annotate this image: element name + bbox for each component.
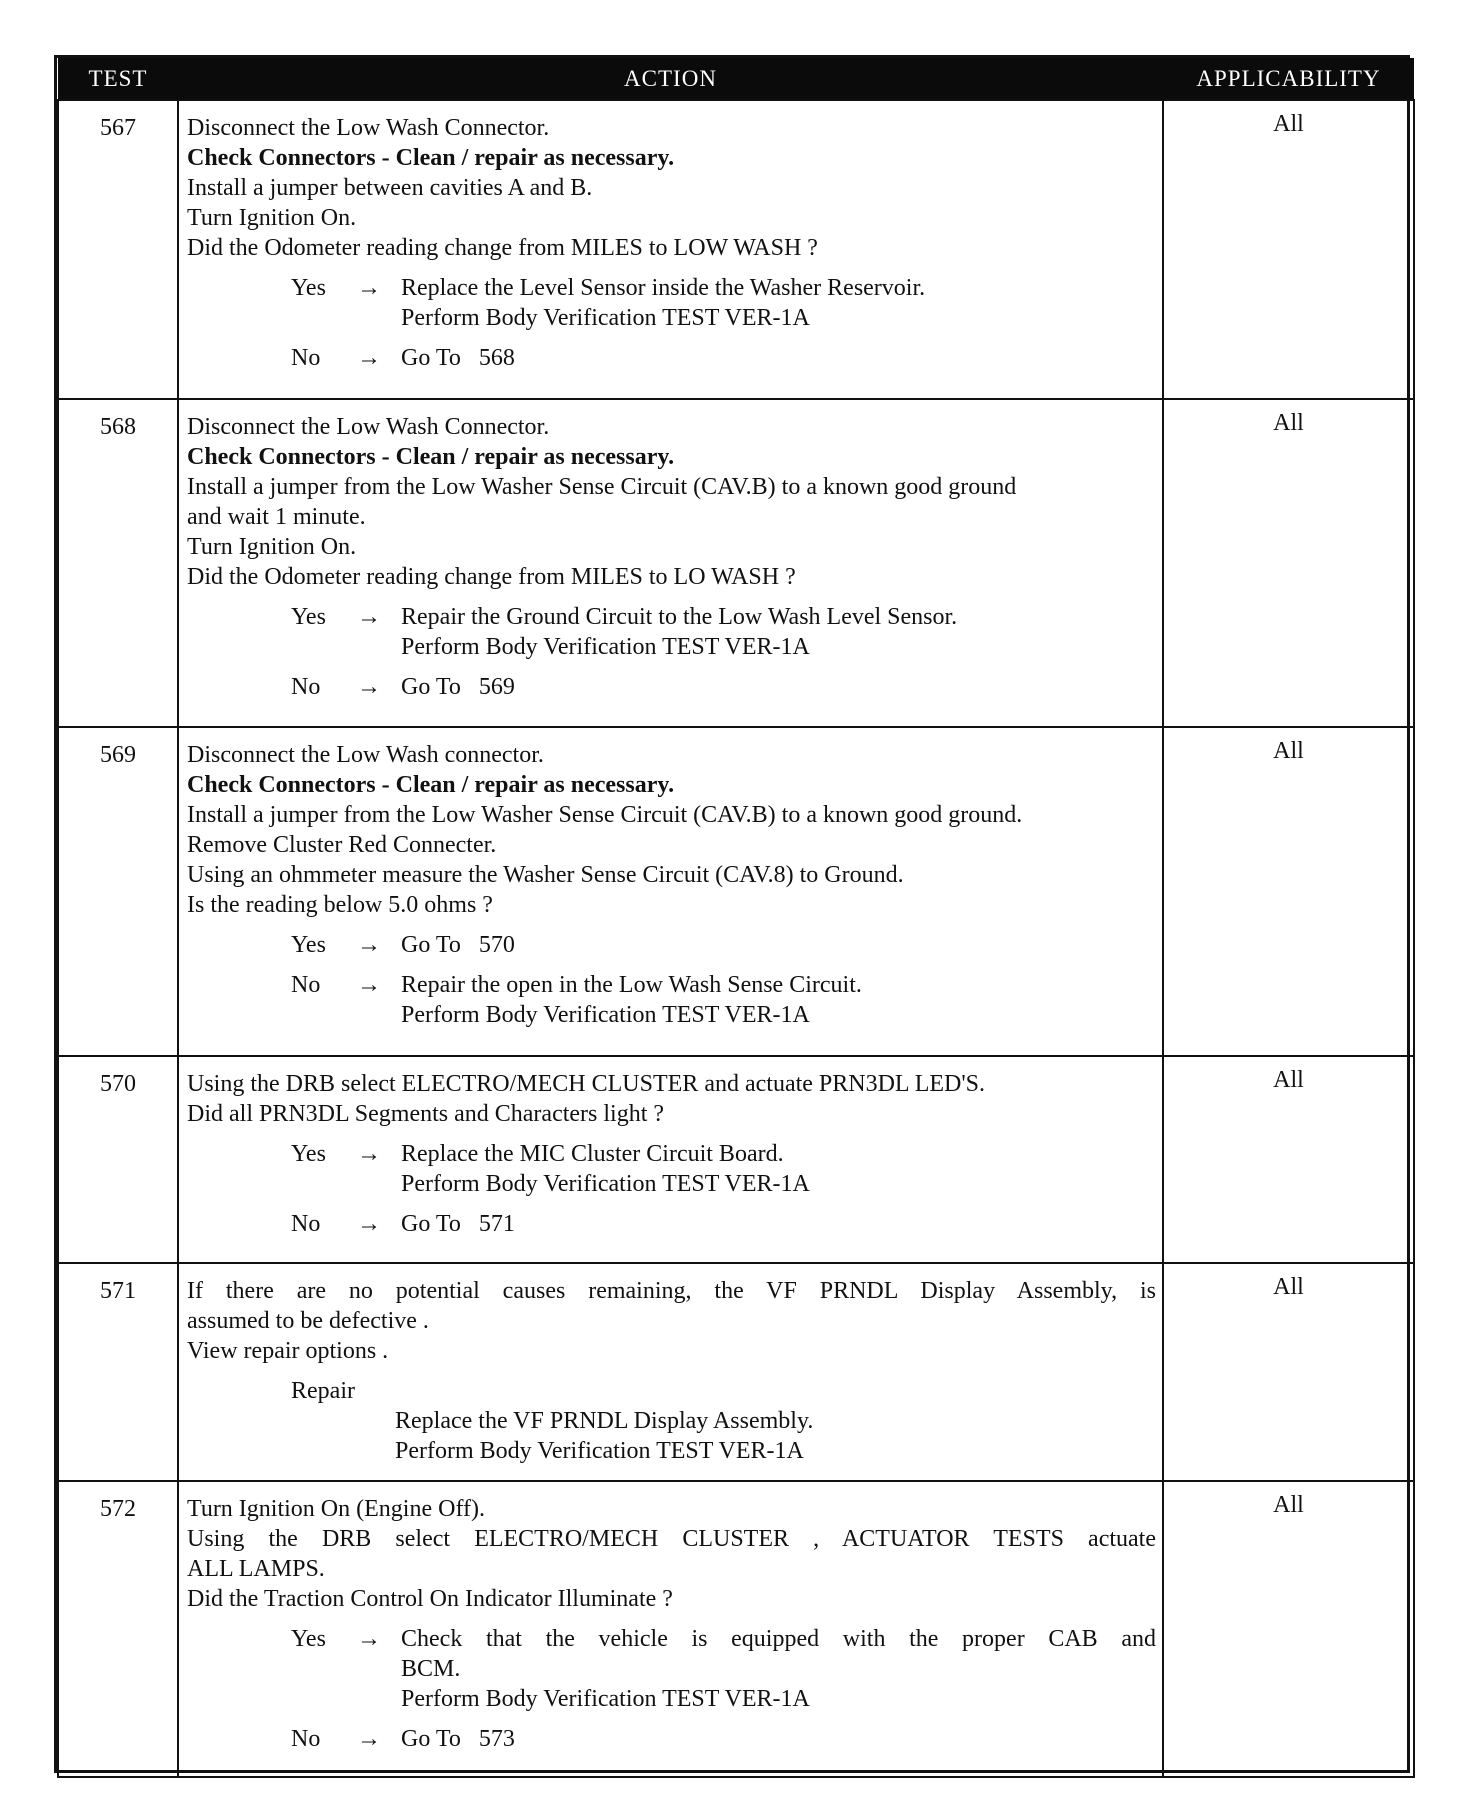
table-row xyxy=(58,1263,1414,1481)
no-branch xyxy=(291,343,1156,373)
table-row xyxy=(58,1481,1414,1777)
table-row xyxy=(58,1056,1414,1263)
test-number: 570 xyxy=(58,1056,178,1263)
action-line: Is the reading below 5.0 ohms ? xyxy=(187,892,493,918)
yes-result-line: Perform Body Verification TEST VER-1A xyxy=(401,1686,810,1712)
action-line: Remove Cluster Red Connecter. xyxy=(187,832,497,858)
test-number: 571 xyxy=(58,1263,178,1481)
test-number: 568 xyxy=(58,399,178,727)
arrow-right-icon: → xyxy=(357,345,381,371)
no-branch xyxy=(291,970,1156,1030)
yes-branch xyxy=(291,1139,1156,1199)
yes-result-line: Replace the Level Sensor inside the Washer Reservoir. xyxy=(401,275,926,301)
action-line: Did the Traction Control On Indicator Illuminate ? xyxy=(187,1586,673,1612)
action-line: Disconnect the Low Wash Connector. xyxy=(187,115,550,141)
arrow-right-icon: → xyxy=(357,674,381,700)
arrow-right-icon: → xyxy=(357,275,381,301)
applicability-value: All xyxy=(1163,727,1414,1056)
action-line: Did all PRN3DL Segments and Characters light ? xyxy=(187,1101,665,1127)
yes-branch xyxy=(291,602,1156,662)
arrow-right-icon: → xyxy=(357,1726,381,1752)
no-branch xyxy=(291,1724,1156,1754)
header-action: ACTION xyxy=(178,58,1163,100)
repair-line: Replace the VF PRNDL Display Assembly. xyxy=(395,1408,814,1434)
action-cell xyxy=(178,399,1163,727)
applicability-value: All xyxy=(1163,399,1414,727)
action-line: Using the DRB select ELECTRO/MECH CLUSTER and actuate PRN3DL LED'S. xyxy=(187,1071,986,1097)
action-line: Did the Odometer reading change from MILES to LO WASH ? xyxy=(187,564,796,590)
applicability-value: All xyxy=(1163,1263,1414,1481)
no-label: No xyxy=(291,972,321,998)
applicability-value: All xyxy=(1163,1481,1414,1777)
yes-result-line: Perform Body Verification TEST VER-1A xyxy=(401,634,810,660)
no-label: No xyxy=(291,345,321,371)
action-line: Turn Ignition On. xyxy=(187,534,357,560)
yes-result-line: BCM. xyxy=(401,1656,461,1682)
arrow-right-icon: → xyxy=(357,932,381,958)
action-line: Install a jumper from the Low Washer Sense Circuit (CAV.B) to a known good ground xyxy=(187,474,1017,500)
action-line-emphasis: Check Connectors - Clean / repair as necessary. xyxy=(187,145,675,171)
yes-branch xyxy=(291,930,1156,960)
table-row xyxy=(58,399,1414,727)
header-test: TEST xyxy=(58,58,178,100)
action-line: Did the Odometer reading change from MILES to LOW WASH ? xyxy=(187,235,818,261)
no-label: No xyxy=(291,1726,321,1752)
action-line: and wait 1 minute. xyxy=(187,504,366,530)
yes-branch xyxy=(291,1624,1156,1714)
header-applicability: APPLICABILITY xyxy=(1163,58,1414,100)
no-result-line: Perform Body Verification TEST VER-1A xyxy=(401,1002,810,1028)
yes-label: Yes xyxy=(291,604,326,630)
action-line: Install a jumper from the Low Washer Sense Circuit (CAV.B) to a known good ground. xyxy=(187,802,1023,828)
applicability-value: All xyxy=(1163,100,1414,399)
diagnostic-procedure-sheet xyxy=(54,55,1410,1773)
action-cell xyxy=(178,1481,1163,1777)
no-branch xyxy=(291,672,1156,702)
diagnostic-test-table xyxy=(57,58,1415,1778)
repair-options xyxy=(291,1376,1156,1466)
action-line: Turn Ignition On (Engine Off). xyxy=(187,1496,485,1522)
no-result-line: Go To 569 xyxy=(401,674,515,700)
no-result-line: Go To 571 xyxy=(401,1211,515,1237)
table-row xyxy=(58,100,1414,399)
yes-label: Yes xyxy=(291,932,326,958)
yes-result-line: Perform Body Verification TEST VER-1A xyxy=(401,305,810,331)
arrow-right-icon: → xyxy=(357,972,381,998)
action-line-emphasis: Check Connectors - Clean / repair as necessary. xyxy=(187,444,675,470)
yes-label: Yes xyxy=(291,1141,326,1167)
table-header-row xyxy=(58,58,1414,100)
action-line: View repair options . xyxy=(187,1338,389,1364)
repair-label: Repair xyxy=(291,1378,355,1404)
action-line: Disconnect the Low Wash Connector. xyxy=(187,414,550,440)
repair-line: Perform Body Verification TEST VER-1A xyxy=(395,1438,804,1464)
no-result-line: Go To 568 xyxy=(401,345,515,371)
action-cell xyxy=(178,100,1163,399)
arrow-right-icon: → xyxy=(357,1141,381,1167)
yes-label: Yes xyxy=(291,275,326,301)
action-line: If there are no potential causes remaining, the VF PRNDL Display Assembly, is xyxy=(187,1278,1156,1304)
yes-branch xyxy=(291,273,1156,333)
table-row xyxy=(58,727,1414,1056)
action-cell xyxy=(178,1263,1163,1481)
action-line: ALL LAMPS. xyxy=(187,1556,325,1582)
arrow-right-icon: → xyxy=(357,604,381,630)
action-cell xyxy=(178,727,1163,1056)
arrow-right-icon: → xyxy=(357,1626,381,1652)
no-result-line: Go To 573 xyxy=(401,1726,515,1752)
yes-result-line: Perform Body Verification TEST VER-1A xyxy=(401,1171,810,1197)
no-branch xyxy=(291,1209,1156,1239)
no-label: No xyxy=(291,1211,321,1237)
action-line: Install a jumper between cavities A and B. xyxy=(187,175,593,201)
action-line: Turn Ignition On. xyxy=(187,205,357,231)
yes-result-line: Repair the Ground Circuit to the Low Wash Level Sensor. xyxy=(401,604,958,630)
action-cell xyxy=(178,1056,1163,1263)
test-number: 572 xyxy=(58,1481,178,1777)
test-number: 569 xyxy=(58,727,178,1056)
no-result-line: Repair the open in the Low Wash Sense Circuit. xyxy=(401,972,862,998)
test-number: 567 xyxy=(58,100,178,399)
yes-result-line: Check that the vehicle is equipped with the proper CAB and xyxy=(401,1626,1156,1652)
applicability-value: All xyxy=(1163,1056,1414,1263)
action-line: Disconnect the Low Wash connector. xyxy=(187,742,544,768)
action-line-emphasis: Check Connectors - Clean / repair as necessary. xyxy=(187,772,675,798)
yes-label: Yes xyxy=(291,1626,326,1652)
yes-result-line: Go To 570 xyxy=(401,932,515,958)
action-line: Using the DRB select ELECTRO/MECH CLUSTER , ACTUATOR TESTS actuate xyxy=(187,1526,1156,1552)
no-label: No xyxy=(291,674,321,700)
arrow-right-icon: → xyxy=(357,1211,381,1237)
yes-result-line: Replace the MIC Cluster Circuit Board. xyxy=(401,1141,784,1167)
action-line: Using an ohmmeter measure the Washer Sense Circuit (CAV.8) to Ground. xyxy=(187,862,904,888)
action-line: assumed to be defective . xyxy=(187,1308,429,1334)
